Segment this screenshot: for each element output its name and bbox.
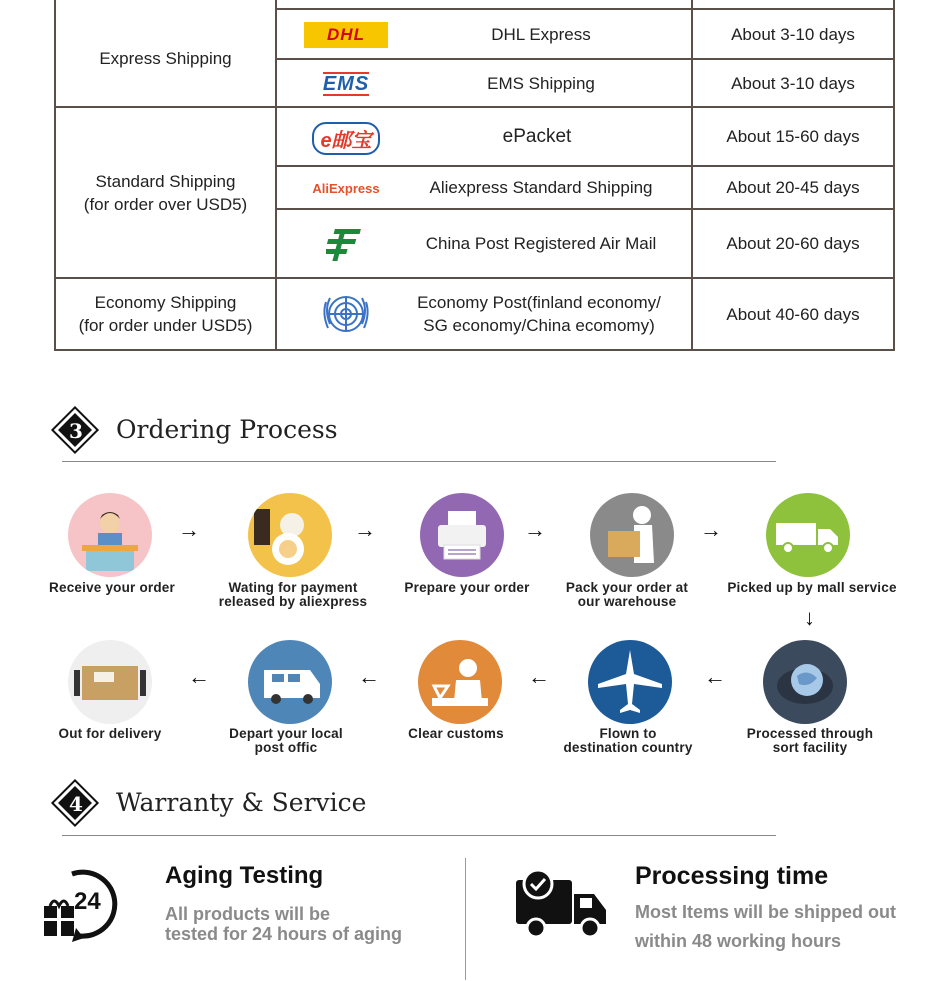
delivery-truck-check-icon [514,868,610,940]
warranty-service-heading [54,782,794,832]
step-label-line: Picked up by mall service [727,580,897,595]
step-label-line: Flown to [599,726,657,741]
truck-icon [766,493,850,577]
delivery-time: About 20-45 days [726,178,860,197]
warranty-item-title: Aging Testing [165,862,324,889]
step-label [717,581,907,595]
section-divider [62,461,776,462]
shipping-method: EMS Shipping [487,73,595,93]
china-post-icon [324,224,368,264]
aliexpress-logo: AliExpress [312,180,380,196]
ems-logo: EMS [322,73,370,95]
epacket-logo: e邮宝 [298,122,394,154]
sorting-globe-icon [763,640,847,724]
group-label-line: Express Shipping [99,48,232,68]
ordering-process-heading [54,409,794,459]
warranty-text-line: tested for 24 hours of aging [165,924,403,944]
group-label-line: (for order over USD5) [83,194,248,214]
shipping-method: ePacket [502,126,572,147]
step-label-line: Processed through [746,726,874,741]
arrow-right-icon: → [700,517,722,542]
arrow-right-icon: → [524,517,546,542]
shipping-method: DHL Express [491,24,591,44]
arrow-left-icon: ← [528,664,550,689]
warranty-divider [465,858,466,980]
warranty-item-title: Processing time [635,862,829,890]
step-label-line: post offic [254,740,318,755]
group-label-line: Economy Shipping [94,293,237,312]
arrow-left-icon: ← [704,664,726,689]
person-at-desk-icon [68,493,152,577]
delivery-time: About 20-60 days [726,234,860,253]
delivery-time: About 15-60 days [726,127,860,146]
warranty-text-line: within 48 working hours [635,931,842,951]
step-label [17,581,207,595]
step-label-line: our warehouse [577,594,677,609]
section-title: Ordering Process [116,415,338,444]
step-label [15,727,205,741]
shipping-method: Aliexpress Standard Shipping [429,178,653,197]
step-label-line: Out for delivery [58,726,162,741]
dhl-logo: DHL [304,22,388,48]
method-line: Economy Post(finland economy/ [417,293,661,312]
step-label-line: Prepare your order [404,580,530,595]
person-carrying-box-icon [590,493,674,577]
step-label [198,581,388,609]
step-label-line: Receive your order [49,580,175,595]
step-label-line: released by aliexpress [218,594,368,609]
warranty-text-line: All products will be [165,904,331,924]
warranty-item-text [165,904,402,944]
step-label-line: sort facility [772,740,848,755]
24-hours-text: 24 [74,888,101,915]
section-number: 3 [69,419,83,443]
group-economy-label [56,279,275,349]
group-standard-label [56,108,275,277]
printer-icon [420,493,504,577]
warranty-text-line: Most Items will be shipped out [635,902,897,922]
parcel-icon [68,640,152,724]
24-hours-icon [40,866,136,946]
shipping-method [394,279,684,349]
section-title: Warranty & Service [116,788,367,817]
group-label-line: Standard Shipping [95,171,236,191]
delivery-time: About 40-60 days [726,304,860,324]
arrow-down-icon: ↓ [804,605,815,630]
step-label [361,727,551,741]
shipping-method: China Post Registered Air Mail [425,234,657,253]
airplane-icon [588,640,672,724]
step-label-line: destination country [563,740,693,755]
group-label-line: (for order under USD5) [78,316,253,335]
section-number: 4 [69,792,83,816]
step-label [533,727,723,755]
delivery-time: About 3-10 days [731,73,855,93]
arrow-left-icon: ← [358,664,380,689]
delivery-time: About 3-10 days [731,24,855,44]
arrow-right-icon: → [354,517,376,542]
warranty-item-text [635,898,896,956]
step-label-line: Depart your local [229,726,343,741]
step-label [191,727,381,755]
customs-officer-icon [418,640,502,724]
step-label-line: Clear customs [408,726,504,741]
shipping-table [54,0,895,353]
group-express-label [56,10,275,106]
step-label [532,581,722,609]
arrow-right-icon: → [178,517,200,542]
method-line: SG economy/China ecomomy) [423,316,655,335]
money-bag-icon [248,493,332,577]
step-label-line: Wating for payment [228,580,358,595]
step-label-line: Pack your order at [565,580,689,595]
van-icon [248,640,332,724]
step-label [715,727,905,755]
arrow-left-icon: ← [188,664,210,689]
section-divider [62,835,776,836]
un-globe-icon [316,287,376,341]
